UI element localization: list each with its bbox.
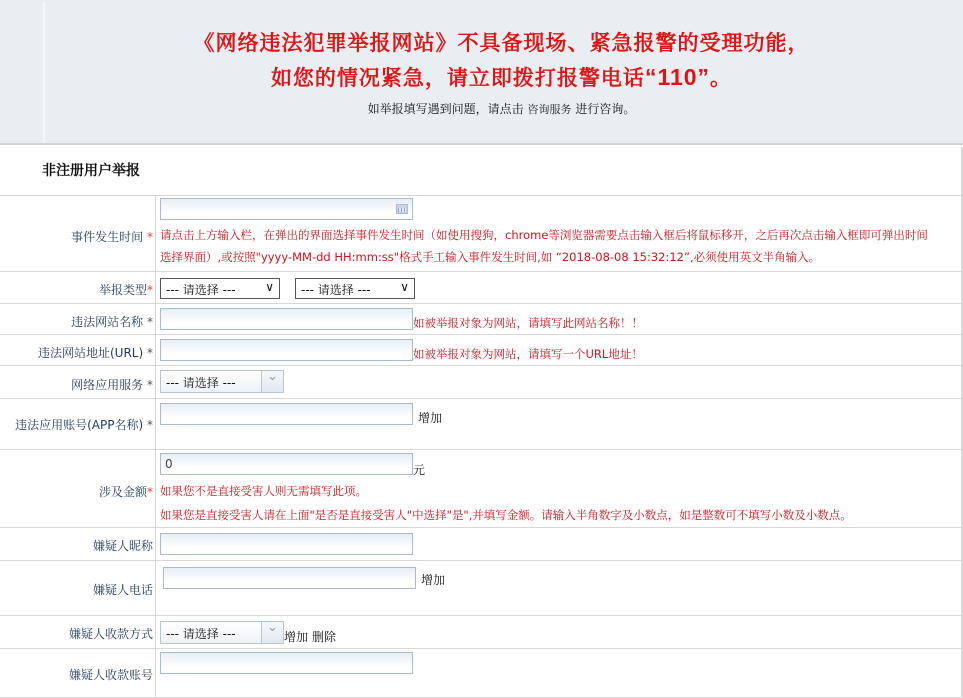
- form-title: 非注册用户举报: [42, 163, 140, 179]
- site-name-input[interactable]: [160, 308, 413, 330]
- banner-warning-line1: 《网络违法犯罪举报网站》不具备现场、紧急报警的受理功能，: [193, 30, 810, 55]
- suspect-phone-input[interactable]: [163, 567, 416, 589]
- report-type-select-secondary[interactable]: --- 请选择 --- ∨: [295, 278, 415, 299]
- suspect-phone-label: 嫌疑人电话: [92, 583, 153, 597]
- event-time-hint-1: 请点击上方输入栏，在弹出的界面选择事件发生时间（如使用搜狗，chrome等浏览器需要点击输入框后将鼠标移开，之后再次点击输入框即可弹出时间: [160, 228, 928, 242]
- warning-banner: [0, 0, 963, 145]
- row-suspect-payment-method: [0, 616, 961, 649]
- dropdown-arrow-icon[interactable]: [261, 622, 283, 643]
- site-url-input[interactable]: [160, 339, 413, 361]
- row-site-name: 违法网站名称 * 如被举报对象为网站，请填写此网站名称！！: [0, 304, 961, 335]
- row-suspect-payment-account: [0, 649, 961, 698]
- suspect-payment-method-select[interactable]: --- 请选择 --- ⌄: [160, 621, 284, 644]
- report-type-label: 举报类型: [98, 283, 147, 297]
- required-mark: *: [147, 230, 153, 244]
- site-name-hint: 如被举报对象为网站，请填写此网站名称！！: [413, 316, 643, 330]
- emergency-number: “110”: [644, 64, 711, 90]
- amount-hint-1: 如果您不是直接受害人则无需填写此项。: [160, 484, 367, 498]
- row-app-account: 违法应用账号(APP名称) * 增加: [0, 399, 961, 450]
- event-time-input[interactable]: [160, 198, 413, 220]
- event-time-label: 事件发生时间: [71, 230, 144, 244]
- site-url-hint: 如被举报对象为网站，请填写一个URL地址！: [413, 347, 643, 361]
- site-name-label: 违法网站名称: [71, 315, 144, 329]
- amount-unit: 元: [413, 463, 426, 477]
- calendar-icon[interactable]: [396, 204, 408, 214]
- event-time-hint-2: 选择界面）,或按照"yyyy-MM-dd HH:mm:ss"格式手工输入事件发生时间,如 “2018-08-08 15:32:12”,必须使用英文半角输入。: [160, 250, 821, 264]
- banner-warning-line2: 如您的情况紧急，请立即拨打报警电话“110”。: [270, 64, 733, 90]
- app-service-label: 网络应用服务: [71, 378, 144, 392]
- amount-hint-2: 如果您是直接受害人请在上面"是否是直接受害人"中选择"是",并填写金额。请输入半角数字及小数点，如是整数可不填写小数及小数点。: [160, 508, 852, 522]
- consult-service-link[interactable]: 咨询服务: [527, 103, 572, 116]
- report-type-select-primary[interactable]: --- 请选择 --- ∨: [160, 278, 280, 299]
- delete-payment-method-button[interactable]: 删除: [312, 630, 337, 644]
- row-amount: 涉及金额* 0 元 如果您不是直接受害人则无需填写此项。 如果您是直接受害人请在上面"是否是直接受害人"中选择"是",并填写金额。请输入半角数字及小数点，如是整数可不填写小数及小数点。: [0, 450, 961, 528]
- suspect-payment-account-label: 嫌疑人收款账号: [68, 668, 153, 682]
- chevron-down-icon: ∨: [265, 280, 274, 294]
- row-app-service: 网络应用服务 * --- 请选择 --- ⌄: [0, 366, 961, 399]
- amount-label: 涉及金额: [98, 485, 147, 499]
- suspect-nickname-label: 嫌疑人昵称: [92, 539, 153, 553]
- report-form: [0, 147, 963, 698]
- app-account-input[interactable]: [160, 403, 413, 425]
- row-event-time: [0, 195, 961, 272]
- row-report-type: 举报类型* --- 请选择 --- ∨ --- 请选择 --- ∨: [0, 272, 961, 304]
- chevron-down-icon: ∨: [400, 280, 409, 294]
- suspect-payment-account-input[interactable]: [160, 652, 413, 674]
- row-suspect-nickname: [0, 528, 961, 561]
- row-suspect-phone: [0, 561, 961, 616]
- suspect-nickname-input[interactable]: [160, 533, 413, 555]
- add-app-account-button[interactable]: 增加: [418, 411, 443, 425]
- dropdown-arrow-icon[interactable]: [261, 371, 283, 392]
- app-service-select[interactable]: --- 请选择 --- ⌄: [160, 370, 284, 393]
- amount-input[interactable]: 0: [160, 453, 413, 475]
- app-account-label: 违法应用账号(APP名称): [15, 418, 144, 432]
- suspect-payment-method-label: 嫌疑人收款方式: [68, 627, 153, 641]
- row-site-url: 违法网站地址(URL) * 如被举报对象为网站，请填写一个URL地址！: [0, 335, 961, 366]
- banner-help-text: 如举报填写遇到问题，请点击 咨询服务 进行咨询。: [367, 102, 636, 116]
- add-payment-method-button[interactable]: 增加: [284, 630, 309, 644]
- add-suspect-phone-button[interactable]: 增加: [421, 573, 446, 587]
- site-url-label: 违法网站地址(URL): [38, 346, 144, 360]
